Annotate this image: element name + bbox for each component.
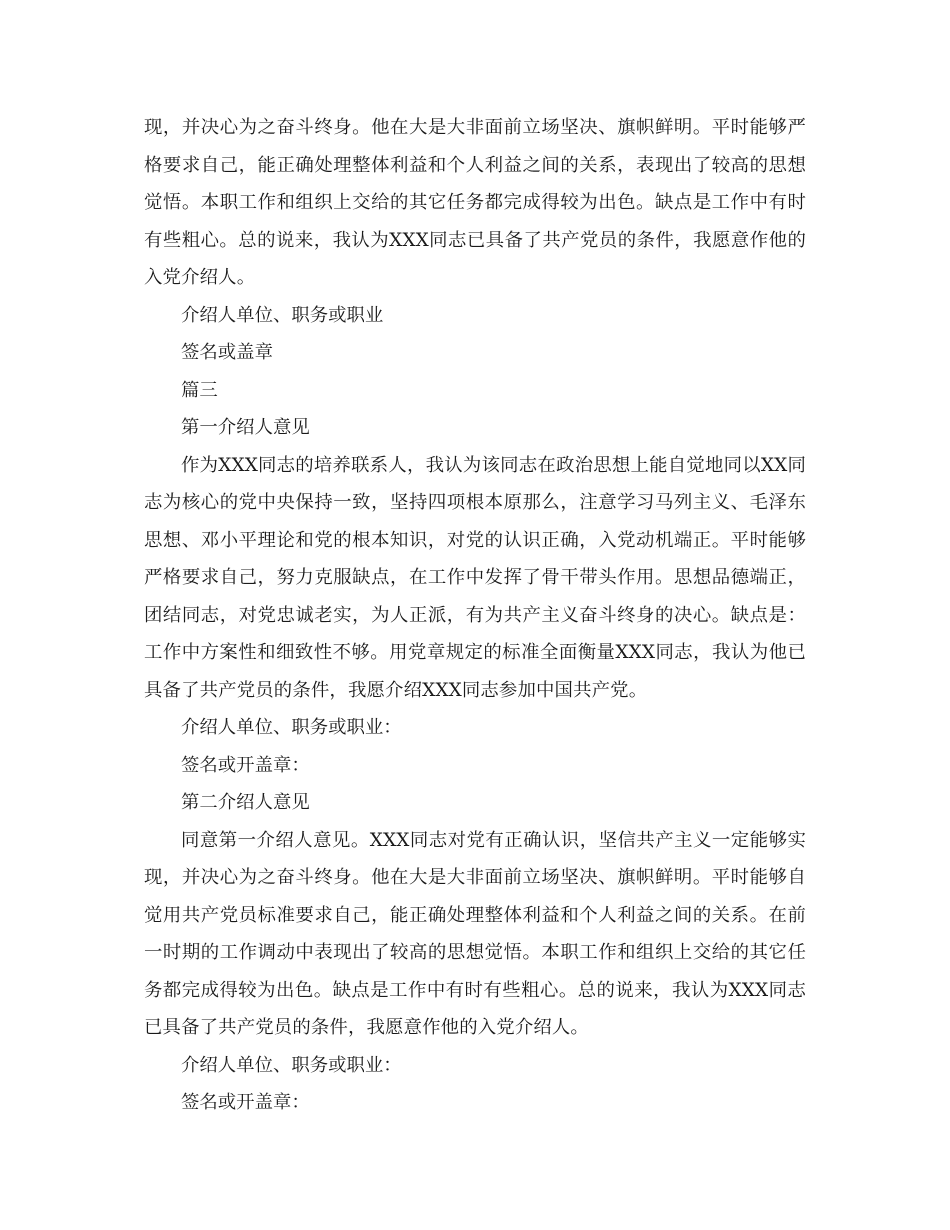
paragraph-continuation: 现，并决心为之奋斗终身。他在大是大非面前立场坚决、旗帜鲜明。平时能够严格要求自己，能正确处理整体利益和个人利益之间的关系，表现出了较高的思想觉悟。本职工作和组织上交给的其它任务都完成得较为出色。缺点是工作中有时有些粗心。总的说来，我认为XXX同志已具备了共产党员的条件，我愿意作他的入党介绍人。 <box>144 117 806 288</box>
introducer-unit-label: 介绍人单位、职务或职业： <box>181 717 402 738</box>
signature-label: 签名或开盖章： <box>181 754 310 776</box>
introducer-unit-label: 介绍人单位、职务或职业： <box>181 1054 402 1076</box>
section-heading: 篇三 <box>181 379 218 401</box>
signature-label: 签名或盖章 <box>181 342 273 363</box>
document-page <box>144 109 806 1122</box>
second-introducer-opinion: 同意第一介绍人意见。XXX同志对党有正确认识，坚信共产主义一定能够实现，并决心为之奋斗终身。他在大是大非面前立场坚决、旗帜鲜明。平时能够自觉用共产党员标准要求自己，能正确处理整体利益和个人利益之间的关系。在前一时期的工作调动中表现出了较高的思想觉悟。本职工作和组织上交给的其它任务都完成得较为出色。缺点是工作中有时有些粗心。总的说来，我认为XXX同志已具备了共产党员的条件，我愿意作他的入党介绍人。 <box>144 829 806 1038</box>
first-introducer-opinion: 作为XXX同志的培养联系人，我认为该同志在政治思想上能自觉地同以XX同志为核心的党中央保持一致，坚持四项根本原那么，注意学习马列主义、毛泽东思想、邓小平理论和党的根本知识，对党的认识正确，入党动机端正。平时能够严格要求自己，努力克服缺点，在工作中发挥了骨干带头作用。思想品德端正，团结同志，对党忠诚老实，为人正派，有为共产主义奋斗终身的决心。缺点是：工作中方案性和细致性不够。用党章规定的标准全面衡量XXX同志，我认为他已具备了共产党员的条件，我愿介绍XXX同志参加中国共产党。 <box>144 454 806 701</box>
second-introducer-heading: 第二介绍人意见 <box>181 792 310 813</box>
signature-label: 签名或开盖章： <box>181 1092 310 1113</box>
first-introducer-heading: 第一介绍人意见 <box>181 417 310 438</box>
introducer-unit-label: 介绍人单位、职务或职业 <box>181 304 384 326</box>
